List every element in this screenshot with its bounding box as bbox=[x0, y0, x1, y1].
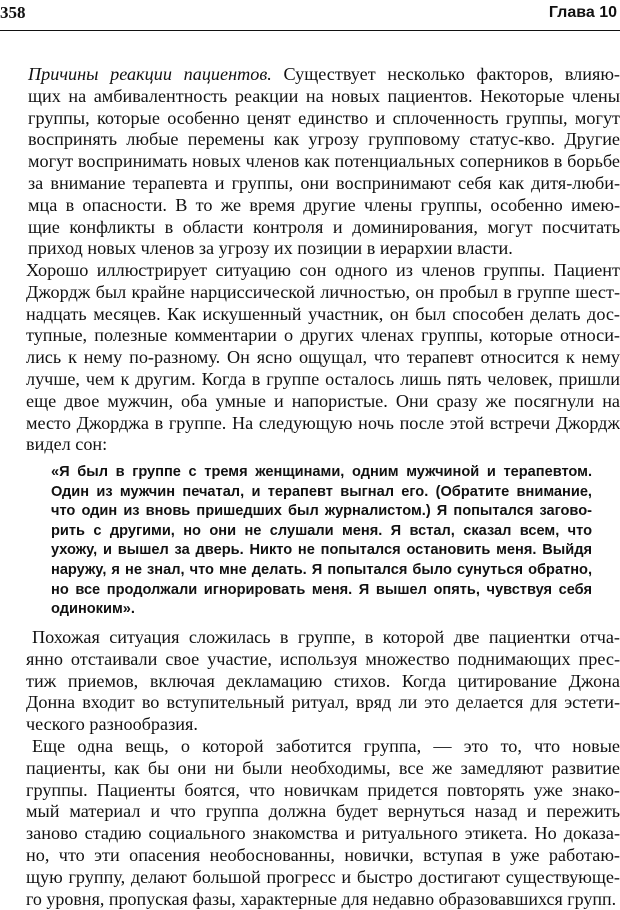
chapter-title: Глава 10 bbox=[548, 4, 617, 21]
paragraph-line: ческого разнообразия. bbox=[26, 714, 198, 735]
paragraph-line: щую группу, делают большой прогресс и быстро достигают существующе- bbox=[26, 866, 620, 887]
paragraph-line: лись к нему по-разному. Он ясно ощущал, что терапевт относится к нему bbox=[26, 347, 620, 368]
paragraph-line: заново стадию социального знакомства и ритуального этикета. Но доказа- bbox=[26, 823, 620, 844]
page-header bbox=[0, 0, 620, 31]
paragraph-line: Еще одна вещь, о которой заботится группа, — это то, что новые bbox=[32, 736, 620, 756]
paragraph-line: группы, которые особенно ценят единство и сплоченность группы, могут bbox=[28, 107, 620, 128]
paragraph-causes bbox=[28, 64, 620, 260]
paragraph-line: видел сон: bbox=[26, 434, 108, 455]
paragraph-line: группы. Пациенты боятся, что новичкам придется повторять уже знако- bbox=[26, 779, 620, 800]
paragraph-line: щих на амбивалентность реакции на новых пациентов. Некоторые члены bbox=[28, 85, 620, 106]
quote-line: «Я был в группе с тремя женщинами, одним мужчиной и терапевтом. bbox=[51, 464, 592, 480]
quote-line: наружу, я не знал, что мне делать. Я попытался было сунуться обратно, bbox=[51, 561, 592, 578]
quote-line: но все продолжали игнорировать меня. Я вышел опять, чувствуя себя bbox=[51, 581, 592, 598]
paragraph-line: щие конфликты в области контроля и доминирования, могут посчитать bbox=[28, 216, 620, 237]
quote-line: одиноким». bbox=[51, 601, 135, 618]
paragraph-group-concerns bbox=[26, 736, 620, 910]
paragraph-line: Хорошо иллюстрирует ситуацию сон одного из членов группы. Пациент bbox=[26, 260, 620, 280]
paragraph-lead: Причины реакции пациентов. bbox=[28, 64, 272, 84]
paragraph-line: мый материал и что группа должна будет вернуться назад и пережить bbox=[26, 801, 620, 822]
paragraph-line: могут воспринимать новых членов как потенциальных соперников в борьбе bbox=[28, 151, 620, 172]
paragraph-line: Похожая ситуация сложилась в группе, в которой две пациентки отча- bbox=[32, 627, 620, 647]
paragraph-line: место Джорджа в группе. На следующую ночь после этой встречи Джордж bbox=[26, 412, 620, 433]
paragraph-line: го уровня, пропуская фазы, характерные для недавно образовавшихся групп. bbox=[26, 888, 617, 909]
quote-line: ухожу, и вышел за дверь. Никто не попытался остановить меня. Выйдя bbox=[51, 542, 592, 559]
page-number: 358 bbox=[0, 3, 26, 22]
paragraph-dream-intro bbox=[26, 260, 620, 456]
paragraph-line: воспринять любые перемены как угрозу групповому статус-кво. Другие bbox=[28, 129, 620, 150]
paragraph-line: за внимание терапевта и группы, они воспринимают себя как дитя-люби- bbox=[28, 172, 620, 193]
quote-line: рить с другими, но они не слушали меня. Я встал, сказал всем, что bbox=[51, 522, 592, 539]
paragraph-line: надцать месяцев. Как искушенный участник, он был способен делать дос- bbox=[26, 303, 620, 324]
paragraph-line: Причины реакции пациентов. Существует несколько факторов, влияю- bbox=[28, 64, 620, 84]
paragraph-line: мца в опасности. В то же время другие члены группы, особенно имею- bbox=[28, 194, 620, 215]
paragraph-line: лучше, чем к другим. Когда в группе осталось лишь пять человек, пришли bbox=[26, 368, 620, 389]
paragraph-line: Джордж был крайне нарциссической личностью, он пробыл в группе шест- bbox=[26, 281, 620, 302]
paragraph-line: но, что эти опасения необоснованны, новички, вступая в уже работаю- bbox=[26, 844, 620, 865]
paragraph-line: тупные, полезные комментарии о других членах группы, которые относи- bbox=[26, 325, 620, 346]
paragraph-line: тиж приемов, включая декламацию стихов. Когда цитирование Джона bbox=[26, 670, 620, 691]
paragraph-similar-situation bbox=[26, 627, 620, 736]
quote-line: что один из вновь пришедших был журналистом.) Я попытался загово- bbox=[51, 503, 592, 520]
paragraph-line: Донна входит во вступительный ритуал, вряд ли это делается для эстети- bbox=[26, 692, 620, 713]
dream-quote bbox=[51, 463, 592, 620]
paragraph-line: янно отстаивали свое участие, используя множество поднимающих прес- bbox=[26, 648, 620, 669]
quote-line: Один из мужчин печатал, и терапевт выгнал его. (Обратите внимание, bbox=[51, 483, 592, 500]
paragraph-line: приход новых членов за угрозу их позиции в иерархии власти. bbox=[28, 238, 513, 259]
paragraph-line: пациенты, как бы они ни были необходимы, все же замедляют развитие bbox=[26, 757, 620, 778]
paragraph-line: еще двое мужчин, оба умные и напористые. Они сразу же посягнули на bbox=[26, 390, 620, 411]
